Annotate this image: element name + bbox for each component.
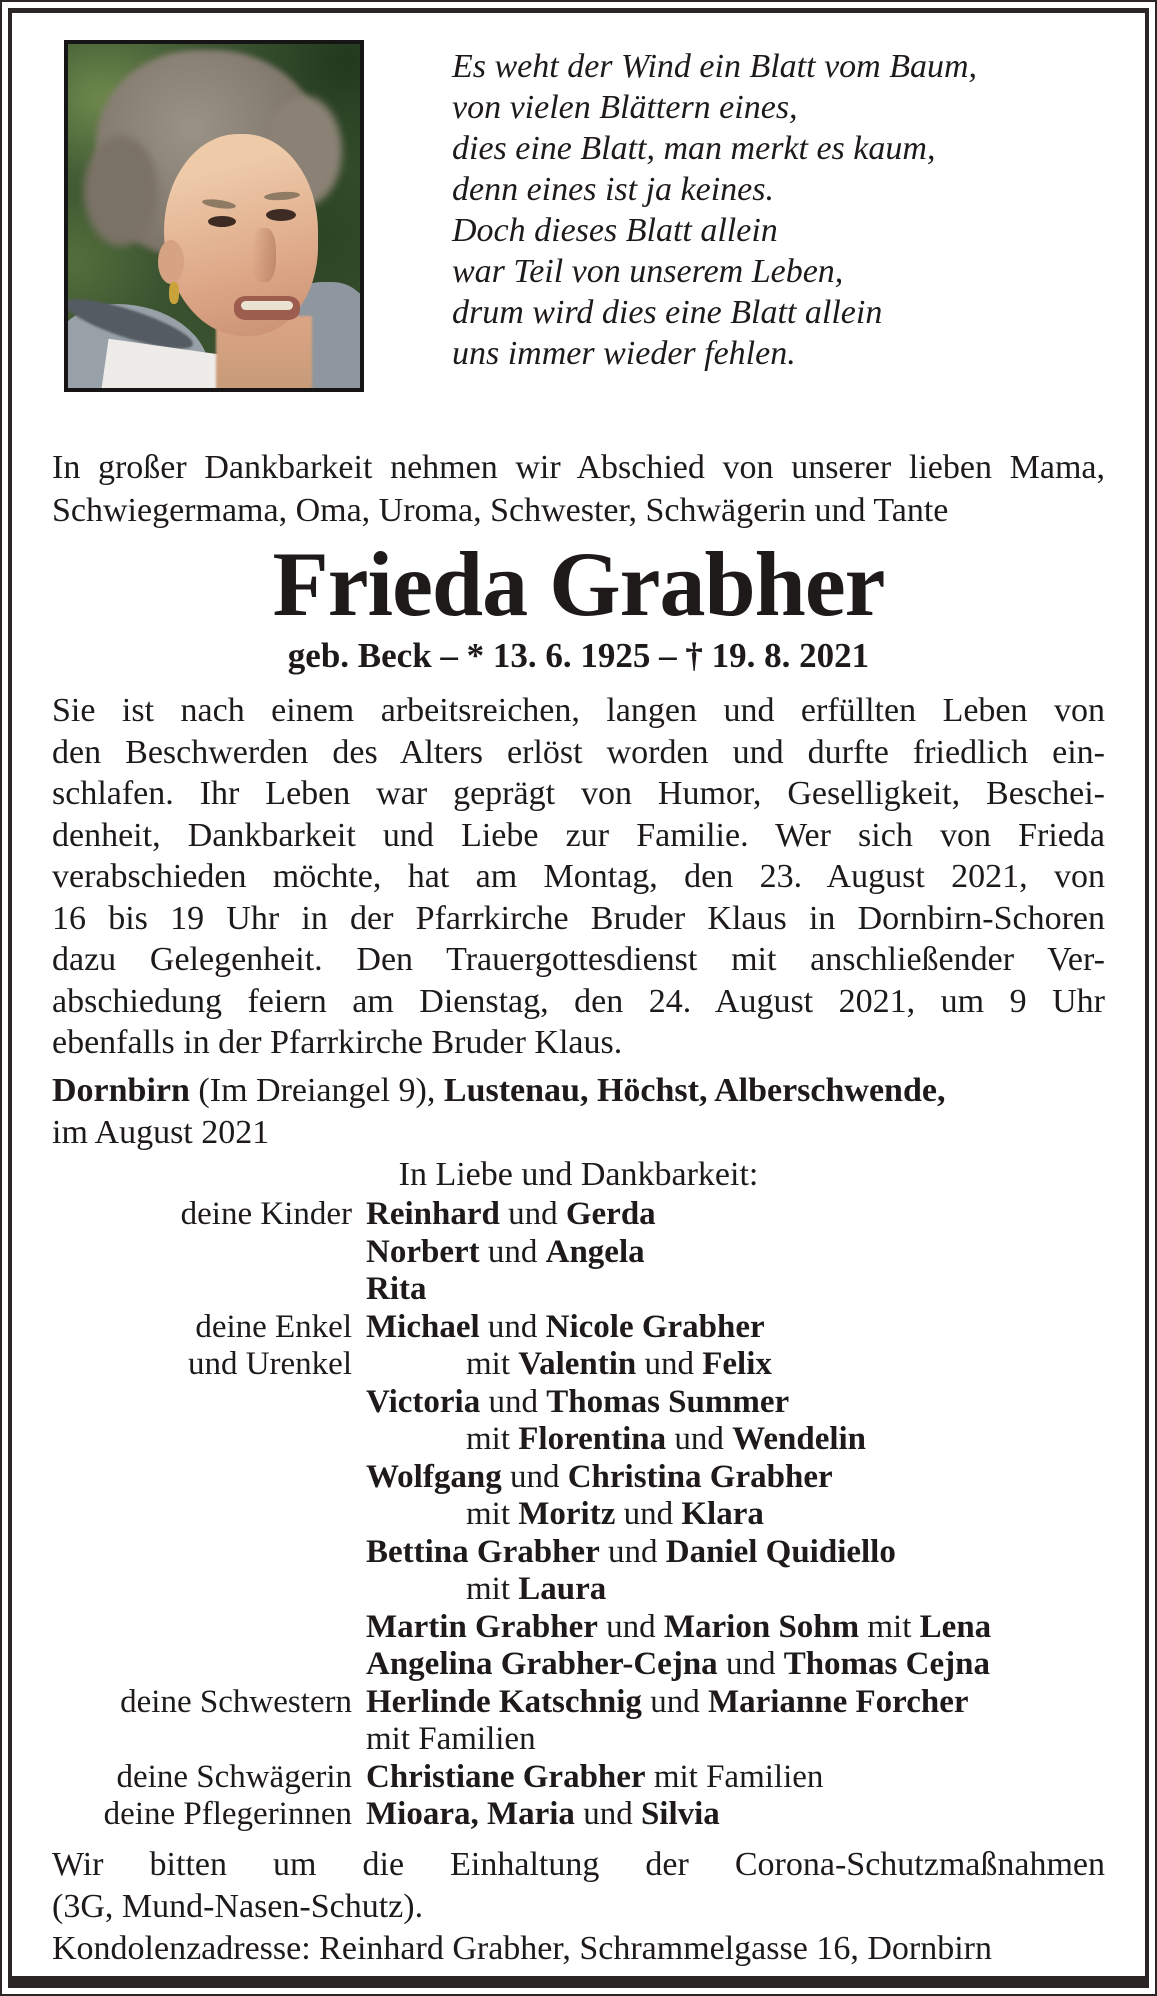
family-row (52, 1759, 1105, 1797)
connector-text: mit (466, 1421, 519, 1457)
family-row (52, 1571, 1105, 1609)
memorial-poem (452, 46, 1114, 374)
connector-text: mit (466, 1571, 519, 1607)
connector-text: mit (859, 1608, 920, 1645)
family-row (52, 1196, 1105, 1234)
text-line: war Teil von unserem Leben, (452, 253, 844, 290)
text-line: Wir bitten um die Einhaltung der Corona-Schutzmaßnahmen (52, 1846, 1105, 1883)
name-part: Lustenau, Höchst, Alberschwende, (443, 1072, 946, 1109)
name-part: Wolfgang (366, 1458, 502, 1495)
family-names (366, 1684, 1105, 1722)
family-role-label (52, 1496, 366, 1534)
family-names (366, 1646, 1105, 1684)
name-part: Dornbirn (52, 1072, 190, 1109)
connector-text: und (479, 1308, 546, 1345)
family-row (52, 1384, 1105, 1422)
family-row (52, 1271, 1105, 1309)
text-line: Kondolenzadresse: Reinhard Grabher, Schrammelgasse 16, Dornbirn (52, 1930, 992, 1967)
text-line: dies eine Blatt, man merkt es kaum, (452, 130, 936, 167)
closing-paragraph (52, 1844, 1105, 1970)
family-row (52, 1496, 1105, 1534)
name-part: Angela (545, 1233, 645, 1270)
name-part: Laura (518, 1571, 607, 1607)
family-row (52, 1796, 1105, 1834)
text-line: Sie ist nach einem arbeitsreichen, langen und erfüllten Leben von (52, 692, 1105, 729)
name-part: Wendelin (732, 1421, 867, 1457)
name-part: Florentina (518, 1421, 667, 1457)
connector-text: und (501, 1458, 568, 1495)
announcement-paragraph (52, 690, 1105, 1064)
name-part: Valentin (518, 1346, 637, 1382)
family-names (366, 1496, 1105, 1534)
connector-text: und (666, 1421, 733, 1457)
family-names (366, 1384, 1105, 1422)
name-part: Marion Sohm (663, 1608, 860, 1645)
text-line: ebenfalls in der Pfarrkirche Bruder Klaus. (52, 1024, 623, 1061)
family-names (366, 1271, 1105, 1309)
name-part: Mioara, Maria (366, 1796, 575, 1832)
cities-line (52, 1070, 1105, 1112)
text-line: In großer Dankbarkeit nehmen wir Abschied von unserer lieben Mama, (52, 449, 1105, 486)
connector-text: mit Familien (366, 1721, 536, 1757)
family-names (366, 1421, 1105, 1459)
name-part: Marianne Forcher (707, 1683, 969, 1720)
text-line: verabschieden möchte, hat am Montag, den 23. August 2021, von (52, 858, 1105, 895)
connector-text: und (480, 1383, 547, 1420)
connector-text: und (479, 1233, 546, 1270)
name-part: Christina Grabher (567, 1458, 833, 1495)
connector-text: (Im Dreiangel 9), (189, 1072, 444, 1109)
text-line: uns immer wieder fehlen. (452, 335, 796, 372)
name-part: Martin Grabher (366, 1608, 598, 1645)
family-names (366, 1721, 1105, 1759)
connector-text: mit Familien (645, 1758, 824, 1795)
family-role-label (52, 1384, 366, 1422)
family-names (366, 1309, 1105, 1347)
family-row (52, 1684, 1105, 1722)
text-line: denn eines ist ja keines. (452, 171, 774, 208)
family-row (52, 1646, 1105, 1684)
family-role-label (52, 1234, 366, 1272)
family-role-label (52, 1646, 366, 1684)
name-part: Reinhard (366, 1196, 500, 1232)
family-role-label (52, 1534, 366, 1572)
name-part: Angelina Grabher-Cejna (366, 1646, 718, 1682)
family-names (366, 1459, 1105, 1497)
text-line: Es weht der Wind ein Blatt vom Baum, (452, 48, 978, 85)
family-role-label (52, 1421, 366, 1459)
family-row (52, 1421, 1105, 1459)
birth-death-line: geb. Beck – * 13. 6. 1925 – † 19. 8. 2021 (287, 636, 870, 675)
family-row (52, 1309, 1105, 1347)
family-row (52, 1346, 1105, 1384)
connector-text: und (599, 1533, 666, 1570)
family-names (366, 1571, 1105, 1609)
family-row (52, 1234, 1105, 1272)
cities-block (52, 1070, 1105, 1154)
name-part: Herlinde Katschnig (366, 1683, 642, 1720)
family-role-label: deine Schwestern (120, 1683, 352, 1720)
name-part: Daniel Quidiello (665, 1533, 896, 1570)
text-line: Doch dieses Blatt allein (452, 212, 778, 249)
family-role-label (52, 1721, 366, 1759)
connector-text: und (636, 1346, 703, 1382)
family-role-label (52, 1459, 366, 1497)
family-role-label (52, 1571, 366, 1609)
family-row (52, 1721, 1105, 1759)
connector-text: und (717, 1646, 784, 1682)
deceased-name: Frieda Grabher (272, 533, 885, 635)
name-part: Moritz (518, 1496, 616, 1532)
family-row (52, 1534, 1105, 1572)
name-part: Silvia (640, 1796, 720, 1832)
connector-text: und (499, 1196, 566, 1232)
text-line: dazu Gelegenheit. Den Trauergottesdienst mit anschließender Ver- (52, 941, 1105, 978)
name-part: Thomas Cejna (783, 1646, 990, 1682)
family-names (366, 1796, 1105, 1834)
text-line: Schwiegermama, Oma, Uroma, Schwester, Schwägerin und Tante (52, 492, 949, 529)
photo-eye-shape (266, 209, 296, 221)
name-part: Norbert (366, 1233, 480, 1270)
family-role-label (52, 1609, 366, 1647)
photo-eye-shape (208, 216, 236, 227)
family-row (52, 1459, 1105, 1497)
family-role-label: deine Kinder (180, 1196, 352, 1232)
family-names (366, 1609, 1105, 1647)
connector-text: mit (466, 1496, 519, 1532)
text-line: drum wird dies eine Blatt allein (452, 294, 883, 331)
name-part: Gerda (565, 1196, 656, 1232)
family-role-label: deine Schwägerin (116, 1758, 352, 1795)
family-names (366, 1196, 1105, 1234)
family-names (366, 1234, 1105, 1272)
family-names (366, 1759, 1105, 1797)
date-line: im August 2021 (52, 1114, 270, 1151)
photo-earring-shape (169, 282, 179, 304)
connector-text: mit (466, 1346, 519, 1382)
family-role-label: und Urenkel (187, 1346, 352, 1382)
family-row (52, 1609, 1105, 1647)
connector-text: und (641, 1683, 708, 1720)
family-role-label: deine Pflegerinnen (103, 1796, 352, 1832)
family-names (366, 1346, 1105, 1384)
text-line: den Beschwerden des Alters erlöst worden und durfte friedlich ein- (52, 733, 1105, 771)
name-part: Christiane Grabher (366, 1758, 646, 1795)
photo-ear-shape (158, 240, 184, 284)
intro-paragraph (52, 446, 1105, 532)
photo-teeth-shape (241, 301, 293, 310)
name-part: Michael (366, 1308, 480, 1345)
family-names (366, 1534, 1105, 1572)
connector-text: und (615, 1496, 682, 1532)
tribute-heading: In Liebe und Dankbarkeit: (398, 1156, 759, 1193)
name-part: Thomas Summer (546, 1383, 790, 1420)
portrait-photo (64, 40, 364, 392)
name-part: Nicole Grabher (545, 1308, 765, 1345)
family-role-label (52, 1271, 366, 1309)
name-part: Rita (366, 1271, 427, 1307)
text-line: 16 bis 19 Uhr in der Pfarrkirche Bruder Klaus in Dornbirn-Schoren (52, 899, 1105, 937)
connector-text: und (574, 1796, 641, 1832)
text-line: schlafen. Ihr Leben war geprägt von Humor, Geselligkeit, Beschei- (52, 775, 1105, 812)
photo-nose-shape (252, 228, 276, 282)
text-line: von vielen Blättern eines, (452, 89, 798, 126)
name-part: Bettina Grabher (366, 1533, 600, 1570)
text-line: (3G, Mund-Nasen-Schutz). (52, 1888, 424, 1925)
photo-hair-shape (84, 136, 158, 246)
name-part: Felix (702, 1346, 772, 1382)
name-part: Lena (919, 1608, 992, 1645)
name-part: Klara (681, 1496, 764, 1532)
text-line: abschiedung feiern am Dienstag, den 24. August 2021, um 9 Uhr (52, 982, 1105, 1020)
name-part: Victoria (366, 1383, 481, 1420)
family-role-label: deine Enkel (195, 1308, 352, 1345)
connector-text: und (597, 1608, 664, 1645)
family-list (52, 1196, 1105, 1834)
text-line: denheit, Dankbarkeit und Liebe zur Familie. Wer sich von Frieda (52, 816, 1105, 854)
